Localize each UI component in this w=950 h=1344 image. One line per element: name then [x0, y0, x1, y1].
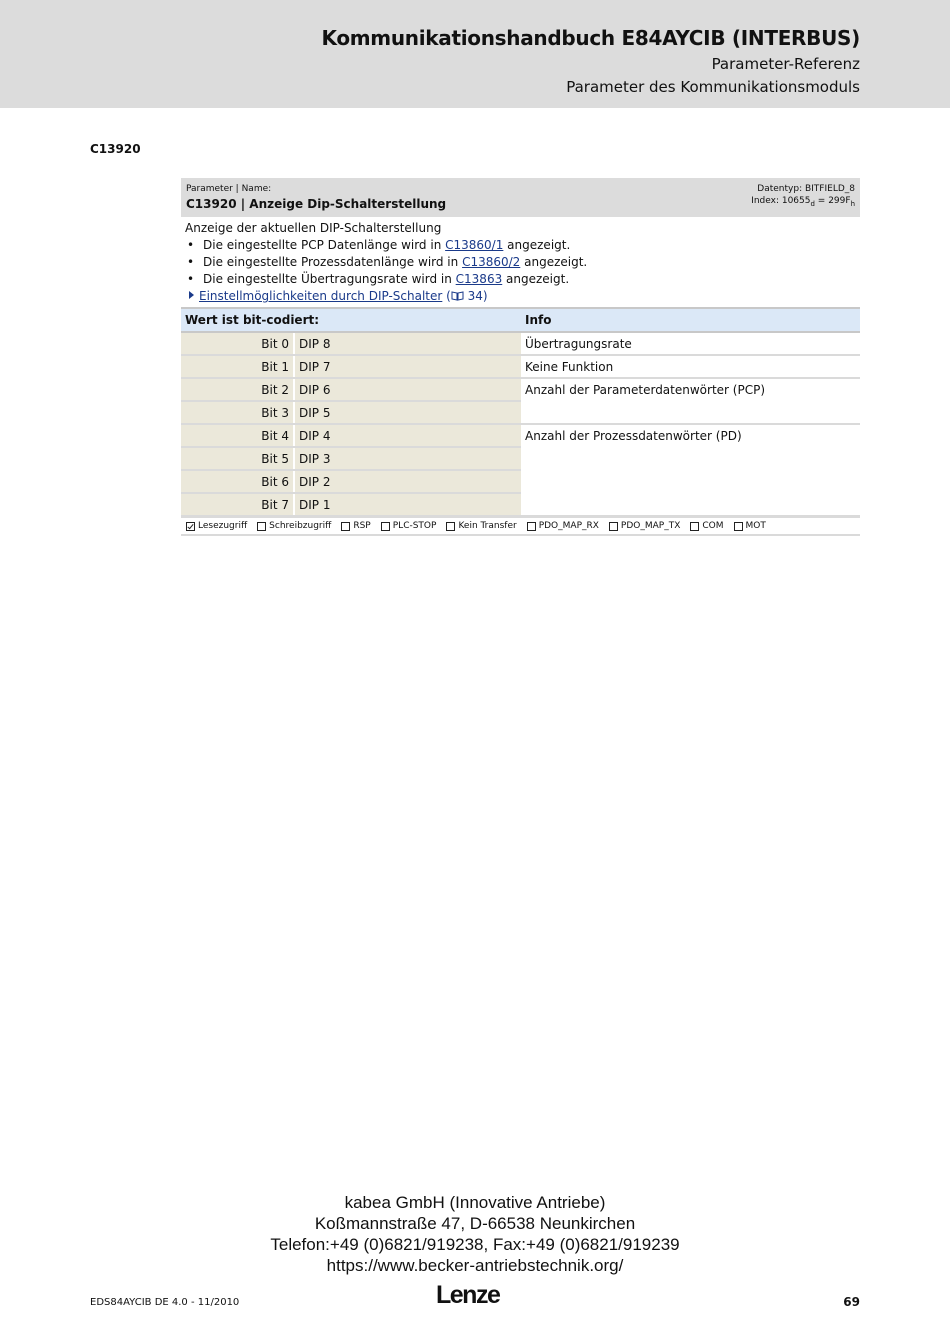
flag-read-access: Lesezugriff: [186, 521, 247, 531]
info-cell: [521, 493, 860, 516]
table-row: [181, 401, 860, 424]
lenze-logo: Lenze: [436, 1281, 500, 1309]
bit-cell: Bit 1: [181, 355, 294, 378]
contact-stamp: [0, 1192, 950, 1276]
table-row: [181, 470, 860, 493]
arrow-right-icon: [189, 291, 194, 299]
parameter-description: [185, 220, 855, 305]
bit-coded-header: Wert ist bit-codiert:: [181, 308, 521, 332]
info-cell: Keine Funktion: [521, 355, 860, 378]
bit-table: [181, 307, 860, 517]
dip-cell: DIP 7: [294, 355, 521, 378]
bit-cell: Bit 6: [181, 470, 294, 493]
bit-cell: Bit 2: [181, 378, 294, 401]
table-row: [181, 332, 860, 355]
cross-reference: Einstellmöglichkeiten durch DIP-Schalter ( 34): [185, 288, 855, 305]
dip-cell: DIP 6: [294, 378, 521, 401]
flag-no-transfer: Kein Transfer: [446, 521, 516, 531]
table-row: [181, 378, 860, 401]
checkbox-checked-icon: [186, 522, 195, 531]
bit-cell: Bit 5: [181, 447, 294, 470]
link-c13863[interactable]: C13863: [455, 272, 503, 286]
flag-pdo-map-tx: PDO_MAP_TX: [609, 521, 680, 531]
description-intro: Anzeige der aktuellen DIP-Schalterstellung: [185, 221, 442, 235]
checkbox-icon: [341, 522, 350, 531]
document-id: EDS84AYCIB DE 4.0 - 11/2010: [90, 1297, 240, 1308]
link-dip-settings[interactable]: Einstellmöglichkeiten durch DIP-Schalter: [199, 289, 443, 303]
link-c13860-2[interactable]: C13860/2: [462, 255, 521, 269]
reference-page[interactable]: 34: [463, 289, 483, 303]
info-cell: Anzahl der Parameterdatenwörter (PCP): [521, 378, 860, 401]
parameter-label: Parameter | Name:: [186, 184, 272, 194]
section-title: Parameter des Kommunikationsmoduls: [566, 78, 860, 96]
contact-phone: Telefon:+49 (0)6821/919238, Fax:+49 (0)6821/919239: [270, 1235, 680, 1254]
dip-cell: DIP 8: [294, 332, 521, 355]
parameter-name: C13920 | Anzeige Dip-Schalterstellung: [186, 197, 447, 211]
info-header: Info: [521, 308, 860, 332]
info-cell: [521, 470, 860, 493]
dip-cell: DIP 5: [294, 401, 521, 424]
checkbox-icon: [690, 522, 699, 531]
table-row: [181, 493, 860, 516]
table-row: [181, 424, 860, 447]
dip-cell: DIP 1: [294, 493, 521, 516]
table-row: [181, 355, 860, 378]
info-cell: [521, 447, 860, 470]
flag-mot: MOT: [734, 521, 766, 531]
checkbox-icon: [609, 522, 618, 531]
info-cell: [521, 401, 860, 424]
table-header-row: [181, 308, 860, 332]
page-header: [0, 0, 950, 108]
checkbox-icon: [527, 522, 536, 531]
dip-cell: DIP 3: [294, 447, 521, 470]
checkbox-icon: [446, 522, 455, 531]
contact-url: https://www.becker-antriebstechnik.org/: [326, 1256, 624, 1275]
table-row: [181, 447, 860, 470]
flag-com: COM: [690, 521, 723, 531]
flag-pdo-map-rx: PDO_MAP_RX: [527, 521, 599, 531]
dip-cell: DIP 2: [294, 470, 521, 493]
book-icon: [451, 291, 464, 301]
parameter-index: Index: $10655_d = 299F_h$: [751, 196, 855, 208]
checkbox-icon: [257, 522, 266, 531]
bit-cell: Bit 0: [181, 332, 294, 355]
list-item: • Die eingestellte PCP Datenlänge wird in C13860/1 angezeigt.: [187, 238, 571, 252]
bit-cell: Bit 3: [181, 401, 294, 424]
dip-cell: DIP 4: [294, 424, 521, 447]
document-title: Kommunikationshandbuch E84AYCIB (INTERBUS): [321, 26, 860, 50]
info-cell: Anzahl der Prozessdatenwörter (PD): [521, 424, 860, 447]
flag-write-access: Schreibzugriff: [257, 521, 331, 531]
flag-rsp: RSP: [341, 521, 370, 531]
bit-cell: Bit 7: [181, 493, 294, 516]
contact-company: kabea GmbH (Innovative Antriebe): [344, 1193, 606, 1212]
parameter-code-heading: C13920: [90, 142, 141, 156]
bit-cell: Bit 4: [181, 424, 294, 447]
description-list: [185, 237, 855, 288]
info-cell: Übertragungsrate: [521, 332, 860, 355]
page-number: 69: [843, 1295, 860, 1309]
checkbox-icon: [381, 522, 390, 531]
contact-address: Koßmannstraße 47, D-66538 Neunkirchen: [314, 1214, 636, 1233]
link-c13860-1[interactable]: C13860/1: [445, 238, 504, 252]
parameter-header: [181, 178, 860, 217]
list-item: • Die eingestellte Prozessdatenlänge wird in C13860/2 angezeigt.: [187, 255, 588, 269]
access-flags: [181, 516, 860, 536]
checkbox-icon: [734, 522, 743, 531]
chapter-title: Parameter-Referenz: [711, 55, 860, 73]
parameter-datatype: Datentyp: BITFIELD_8: [757, 184, 855, 194]
flag-plc-stop: PLC-STOP: [381, 521, 437, 531]
list-item: • Die eingestellte Übertragungsrate wird in C13863 angezeigt.: [187, 272, 570, 286]
